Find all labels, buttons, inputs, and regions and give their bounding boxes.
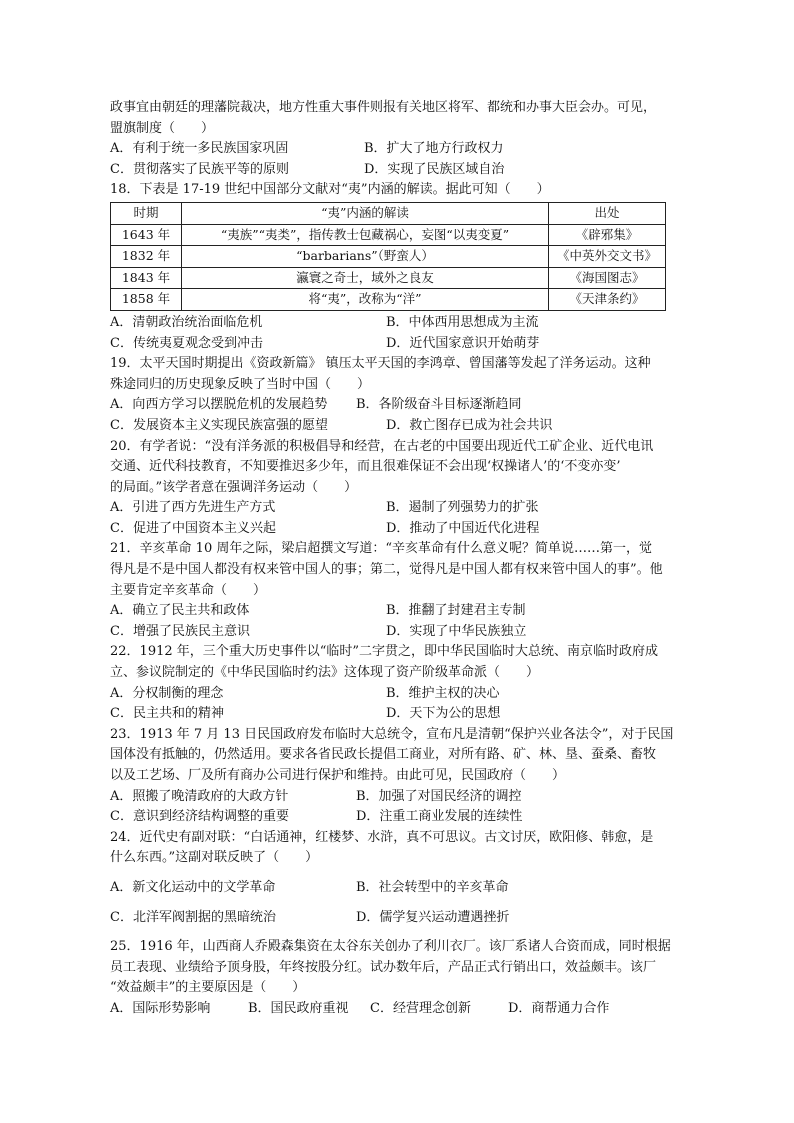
question-stem: 25．1916 年，山西商人乔殿森集资在太谷东关创办了利川衣厂。该厂系诸人合资而成，同时根据 — [110, 939, 671, 955]
option-a[interactable]: A．清朝政治统治面临危机 — [110, 314, 263, 330]
option-a[interactable]: A．向西方学习以摆脱危机的发展趋势 — [110, 397, 328, 413]
question-stem: 以及工艺场、厂及所有商办公司进行保护和维持。由此可见，民国政府（ ） — [110, 768, 566, 783]
table-cell: 1843 年 — [111, 267, 182, 289]
option-a[interactable]: A．确立了民主共和政体 — [110, 603, 250, 619]
question-stem: 24．近代史有副对联：“白话通神，红楼梦、水浒，真不可思议。古文讨厌，欧阳修、韩愈，是 — [110, 829, 654, 845]
question-stem: 什么东西。”这副对联反映了（ ） — [110, 850, 319, 866]
options-row — [110, 684, 676, 705]
question-25 — [110, 937, 676, 1019]
question-stem: 殊途同归的历史现象反映了当时中国（ ） — [110, 376, 371, 392]
table-cell: “barbarians”（野蛮人） — [182, 246, 549, 268]
question-22 — [110, 642, 676, 724]
question-23 — [110, 725, 676, 828]
table-header-row — [111, 202, 666, 224]
table-header: 出处 — [549, 202, 666, 224]
options-row — [110, 601, 676, 622]
option-c[interactable]: C．经营理念创新 — [370, 1000, 471, 1016]
option-b[interactable]: B．社会转型中的辛亥革命 — [356, 879, 509, 895]
option-c[interactable]: C．北洋军阀割据的黑暗统治 — [110, 909, 276, 925]
option-c[interactable]: C．意识到经济结构调整的重要 — [110, 809, 289, 825]
option-c[interactable]: C．贯彻落实了民族平等的原则 — [110, 161, 289, 177]
table-header: “夷”内涵的解读 — [182, 202, 549, 224]
option-b[interactable]: B．维护主权的决心 — [386, 685, 500, 701]
option-a[interactable]: A．引进了西方先进生产方式 — [110, 500, 276, 516]
exam-page — [110, 98, 676, 1020]
question-stem: 国体没有抵触的，仍然适用。要求各省民政长提倡工商业，对所有路、矿、林、垦、蚕桑、畜牧 — [110, 747, 657, 763]
option-c[interactable]: C．传统夷夏观念受到冲击 — [110, 335, 263, 351]
options-row — [110, 878, 676, 899]
question-stem: 政事宜由朝廷的理藩院裁决，地方性重大事件则报有关地区将军、都统和办事大臣会办。可见， — [110, 100, 657, 115]
question-stem: 20．有学者说：“没有洋务派的积极倡导和经营，在古老的中国要出现近代工矿企业、近代电讯 — [110, 438, 654, 454]
option-b[interactable]: B．推翻了封建君主专制 — [386, 603, 526, 619]
option-d[interactable]: D．实现了民族区域自治 — [364, 161, 505, 177]
options-row — [110, 908, 676, 929]
option-d[interactable]: D．救亡图存已成为社会共识 — [386, 417, 553, 433]
question-18 — [110, 180, 676, 354]
option-a[interactable]: A．国际形势影响 — [110, 1000, 211, 1016]
question-stem: 23．1913 年 7 月 13 日民国政府发布临时大总统令，宣布凡是清朝“保护兴业各法令”，对于民国 — [110, 726, 674, 742]
options-row — [110, 519, 676, 540]
options-row — [110, 787, 676, 808]
option-d[interactable]: D．儒学复兴运动遭遇挫折 — [356, 909, 510, 925]
option-c[interactable]: C．发展资本主义实现民族富强的愿望 — [110, 417, 328, 433]
option-a[interactable]: A．照搬了晚清政府的大政方针 — [110, 788, 289, 804]
table-row — [111, 224, 666, 246]
options-row — [110, 622, 676, 643]
options-row — [110, 416, 676, 437]
question-17 — [110, 98, 676, 180]
options-row — [110, 160, 676, 181]
question-19 — [110, 354, 676, 436]
table-cell: 《天津条约》 — [549, 289, 666, 311]
question-stem: 得凡是不是中国人都没有权来管中国人的事；第二，觉得凡是中国人都有权来管中国人的事”。他 — [110, 562, 663, 578]
options-row — [110, 313, 676, 334]
options-row — [110, 807, 676, 828]
option-d[interactable]: D．天下为公的思想 — [386, 706, 501, 722]
options-row — [110, 139, 676, 160]
option-a[interactable]: A．新文化运动中的文学革命 — [110, 879, 276, 895]
table-cell: “夷族”“夷类”，指传教士包藏祸心，妄图“以夷变夏” — [182, 224, 549, 246]
option-d[interactable]: D．近代国家意识开始萌芽 — [386, 335, 540, 351]
question-stem: 19．太平天国时期提出《资政新篇》 镇压太平天国的李鸿章、曾国藩等发起了洋务运动。这种 — [110, 356, 651, 372]
option-b[interactable]: B．加强了对国民经济的调控 — [356, 788, 522, 804]
option-b[interactable]: B．国民政府重视 — [248, 1000, 349, 1016]
question-stem: 盟旗制度（ ） — [110, 120, 215, 136]
options-row — [110, 704, 676, 725]
options-row — [110, 334, 676, 355]
question-stem: 18．下表是 17-19 世纪中国部分文献对“夷”内涵的解读。据此可知（ ） — [110, 182, 550, 198]
option-b[interactable]: B．中体西用思想成为主流 — [386, 314, 539, 330]
table-row — [111, 246, 666, 268]
table-cell: 《中英外交文书》 — [549, 246, 666, 268]
table-row — [111, 267, 666, 289]
question-stem: 21．辛亥革命 10 周年之际，梁启超撰文写道：“辛亥革命有什么意义呢？简单说……第一，觉 — [110, 541, 652, 557]
question-stem: 的局面。”该学者意在强调洋务运动（ ） — [110, 479, 358, 495]
options-row — [110, 498, 676, 519]
table-cell: 1832 年 — [111, 246, 182, 268]
option-c[interactable]: C．民主共和的精神 — [110, 706, 224, 722]
option-b[interactable]: B．扩大了地方行政权力 — [364, 141, 504, 157]
yi-meaning-table — [110, 202, 666, 311]
table-row — [111, 289, 666, 311]
table-cell: 《海国图志》 — [549, 267, 666, 289]
option-b[interactable]: B．各阶级奋斗目标逐渐趋同 — [356, 397, 522, 413]
question-stem: 交通、近代科技教育，不知要推迟多少年，而且很难保证不会出现‘权操诸人’的‘不变亦变’ — [110, 459, 621, 475]
option-a[interactable]: A．有利于统一多民族国家巩固 — [110, 141, 289, 157]
question-24 — [110, 828, 676, 937]
question-stem: “效益颇丰”的主要原因是（ ） — [110, 980, 306, 996]
question-stem: 主要肯定辛亥革命（ ） — [110, 582, 267, 598]
table-cell: 1643 年 — [111, 224, 182, 246]
option-d[interactable]: D．推动了中国近代化进程 — [386, 520, 540, 536]
question-20 — [110, 437, 676, 540]
table-cell: 1858 年 — [111, 289, 182, 311]
option-c[interactable]: C．增强了民族民主意识 — [110, 623, 250, 639]
option-a[interactable]: A．分权制衡的理念 — [110, 685, 224, 701]
table-header: 时期 — [111, 202, 182, 224]
question-stem: 员工表现、业绩给予顶身股，年终按股分红。试办数年后，产品正式行销出口，效益颇丰。该厂 — [110, 959, 657, 975]
options-row — [110, 395, 676, 416]
option-d[interactable]: D．注重工商业发展的连续性 — [356, 809, 523, 825]
table-cell: 瀛寰之奇士，域外之良友 — [182, 267, 549, 289]
options-row — [110, 999, 676, 1020]
question-21 — [110, 539, 676, 642]
option-c[interactable]: C．促进了中国资本主义兴起 — [110, 520, 276, 536]
option-d[interactable]: D．实现了中华民族独立 — [386, 623, 527, 639]
table-cell: 将“夷”，改称为“洋” — [182, 289, 549, 311]
option-d[interactable]: D．商帮通力合作 — [508, 1000, 610, 1016]
option-b[interactable]: B．遏制了列强势力的扩张 — [386, 500, 539, 516]
question-stem: 立、参议院制定的《中华民国临时约法》这体现了资产阶级革命派（ ） — [110, 665, 540, 681]
question-stem: 22．1912 年，三个重大历史事件以“临时”二字贯之，即中华民国临时大总统、南京临时政府成 — [110, 644, 659, 660]
table-cell: 《辟邪集》 — [549, 224, 666, 246]
